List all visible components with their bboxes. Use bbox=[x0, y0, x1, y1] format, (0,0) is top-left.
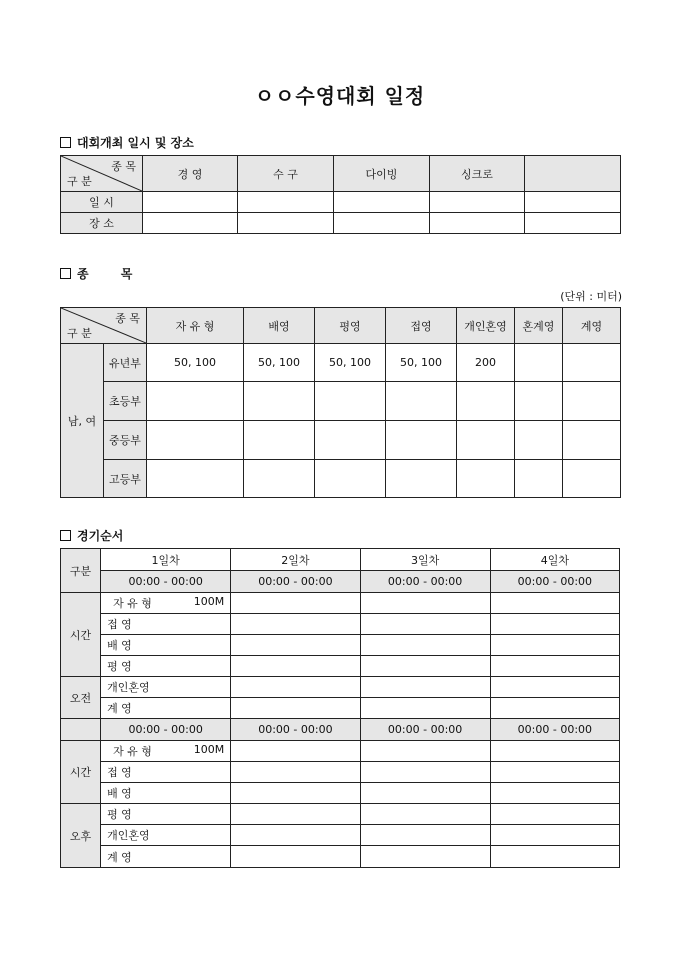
table-cell[interactable] bbox=[231, 677, 360, 698]
table-cell[interactable] bbox=[231, 614, 360, 635]
col-header: 배영 bbox=[244, 308, 315, 344]
table-cell[interactable] bbox=[490, 762, 619, 783]
period-label: 오후 bbox=[61, 804, 101, 868]
section-title: 경기순서 bbox=[77, 529, 124, 543]
section-heading-venue bbox=[60, 134, 194, 151]
table-cell[interactable] bbox=[490, 656, 619, 677]
event-cell bbox=[101, 593, 231, 614]
row-label-date: 일 시 bbox=[61, 192, 143, 213]
period-label: 시간 bbox=[61, 741, 101, 804]
table-cell[interactable] bbox=[334, 213, 430, 234]
col-header: 평영 bbox=[315, 308, 386, 344]
events-table bbox=[60, 307, 621, 498]
col-header: 접영 bbox=[386, 308, 457, 344]
table-cell: 50, 100 bbox=[315, 344, 386, 382]
table-cell[interactable] bbox=[360, 783, 490, 804]
col-header: 수 구 bbox=[238, 156, 334, 192]
table-cell[interactable] bbox=[386, 460, 457, 498]
table-cell[interactable] bbox=[490, 825, 619, 846]
time-range: 00:00 - 00:00 bbox=[360, 571, 490, 593]
time-range: 00:00 - 00:00 bbox=[231, 571, 360, 593]
table-cell[interactable] bbox=[143, 213, 238, 234]
table-cell[interactable] bbox=[490, 635, 619, 656]
section-heading-events bbox=[60, 265, 146, 282]
time-range: 00:00 - 00:00 bbox=[231, 719, 360, 741]
checkbox-square-icon bbox=[60, 137, 71, 148]
page-title: ㅇㅇ수영대회 일정 bbox=[254, 84, 426, 108]
table-cell[interactable] bbox=[360, 656, 490, 677]
section-title: 대회개최 일시 및 장소 bbox=[77, 136, 194, 150]
table-cell[interactable] bbox=[231, 593, 360, 614]
table-cell[interactable] bbox=[386, 382, 457, 421]
order-table bbox=[60, 548, 620, 868]
day-header: 3일차 bbox=[360, 549, 490, 571]
table-cell[interactable] bbox=[515, 382, 563, 421]
section-title: 종 목 bbox=[77, 267, 147, 281]
table-cell[interactable] bbox=[231, 656, 360, 677]
col-header: 혼계영 bbox=[515, 308, 563, 344]
table-cell[interactable] bbox=[457, 421, 515, 460]
table-cell[interactable] bbox=[147, 382, 244, 421]
col-header: 싱크로 bbox=[430, 156, 525, 192]
diagonal-header bbox=[61, 308, 147, 344]
table-cell[interactable] bbox=[315, 460, 386, 498]
table-cell[interactable] bbox=[315, 382, 386, 421]
col-header: 개인혼영 bbox=[457, 308, 515, 344]
table-cell[interactable] bbox=[231, 762, 360, 783]
col-header: 계영 bbox=[563, 308, 621, 344]
table-cell[interactable] bbox=[360, 593, 490, 614]
table-cell bbox=[563, 344, 621, 382]
group-label: 남, 여 bbox=[61, 344, 104, 498]
event-name: 자 유 형 bbox=[113, 597, 152, 610]
table-cell[interactable] bbox=[360, 804, 490, 825]
period-label: 시간 bbox=[61, 593, 101, 677]
event-cell: 접 영 bbox=[101, 762, 231, 783]
period-label: 오전 bbox=[61, 677, 101, 719]
table-cell[interactable] bbox=[147, 460, 244, 498]
header-event-label: 종 목 bbox=[115, 312, 140, 325]
row-label: 중등부 bbox=[104, 421, 147, 460]
table-cell[interactable] bbox=[147, 421, 244, 460]
event-distance: 100M bbox=[193, 743, 225, 756]
header-event-label: 종 목 bbox=[111, 160, 136, 173]
header-label: 구분 bbox=[61, 549, 101, 593]
table-cell[interactable] bbox=[490, 804, 619, 825]
table-cell[interactable] bbox=[231, 846, 360, 868]
table-cell[interactable] bbox=[525, 192, 621, 213]
table-cell[interactable] bbox=[515, 421, 563, 460]
col-header: 경 영 bbox=[143, 156, 238, 192]
table-cell[interactable] bbox=[457, 382, 515, 421]
event-cell bbox=[101, 741, 231, 762]
row-label: 고등부 bbox=[104, 460, 147, 498]
section-heading-order bbox=[60, 527, 123, 544]
table-cell bbox=[515, 344, 563, 382]
table-cell[interactable] bbox=[457, 460, 515, 498]
time-range: 00:00 - 00:00 bbox=[490, 571, 619, 593]
day-header: 4일차 bbox=[490, 549, 619, 571]
day-header: 2일차 bbox=[231, 549, 360, 571]
checkbox-square-icon bbox=[60, 530, 71, 541]
table-cell[interactable] bbox=[360, 825, 490, 846]
event-cell: 배 영 bbox=[101, 783, 231, 804]
row-label: 초등부 bbox=[104, 382, 147, 421]
table-cell[interactable] bbox=[490, 677, 619, 698]
col-header: 자 유 형 bbox=[147, 308, 244, 344]
event-distance: 100M bbox=[193, 595, 225, 608]
time-range: 00:00 - 00:00 bbox=[101, 571, 231, 593]
table-cell[interactable] bbox=[360, 846, 490, 868]
table-cell: 50, 100 bbox=[244, 344, 315, 382]
time-range: 00:00 - 00:00 bbox=[101, 719, 231, 741]
event-cell: 계 영 bbox=[101, 846, 231, 868]
event-cell: 접 영 bbox=[101, 614, 231, 635]
table-cell[interactable] bbox=[490, 741, 619, 762]
table-cell[interactable] bbox=[563, 382, 621, 421]
header-category-label: 구 분 bbox=[67, 175, 92, 188]
table-cell[interactable] bbox=[430, 192, 525, 213]
table-cell[interactable] bbox=[231, 635, 360, 656]
event-cell: 개인혼영 bbox=[101, 677, 231, 698]
table-cell[interactable] bbox=[430, 213, 525, 234]
table-cell: 50, 100 bbox=[147, 344, 244, 382]
header-category-label: 구 분 bbox=[67, 327, 92, 340]
table-cell[interactable] bbox=[143, 192, 238, 213]
event-cell: 개인혼영 bbox=[101, 825, 231, 846]
table-cell[interactable] bbox=[386, 421, 457, 460]
event-cell: 배 영 bbox=[101, 635, 231, 656]
event-cell: 평 영 bbox=[101, 804, 231, 825]
table-cell: 200 bbox=[457, 344, 515, 382]
table-cell[interactable] bbox=[231, 783, 360, 804]
event-name: 자 유 형 bbox=[113, 745, 152, 758]
table-cell[interactable] bbox=[360, 698, 490, 719]
venue-table bbox=[60, 155, 621, 234]
table-cell[interactable] bbox=[360, 614, 490, 635]
diagonal-header bbox=[61, 156, 143, 192]
table-cell[interactable] bbox=[231, 825, 360, 846]
checkbox-square-icon bbox=[60, 268, 71, 279]
table-cell[interactable] bbox=[244, 382, 315, 421]
table-cell[interactable] bbox=[360, 741, 490, 762]
table-cell[interactable] bbox=[563, 421, 621, 460]
table-cell[interactable] bbox=[244, 460, 315, 498]
table-cell[interactable] bbox=[525, 213, 621, 234]
table-cell[interactable] bbox=[360, 762, 490, 783]
table-cell[interactable] bbox=[360, 635, 490, 656]
time-range: 00:00 - 00:00 bbox=[490, 719, 619, 741]
col-header bbox=[525, 156, 621, 192]
table-cell[interactable] bbox=[231, 698, 360, 719]
event-cell: 평 영 bbox=[101, 656, 231, 677]
table-cell[interactable] bbox=[238, 213, 334, 234]
table-cell[interactable] bbox=[563, 460, 621, 498]
row-label-place: 장 소 bbox=[61, 213, 143, 234]
table-cell[interactable] bbox=[515, 460, 563, 498]
table-cell[interactable] bbox=[360, 677, 490, 698]
table-cell[interactable] bbox=[315, 421, 386, 460]
row-label: 유년부 bbox=[104, 344, 147, 382]
table-cell: 50, 100 bbox=[386, 344, 457, 382]
table-cell[interactable] bbox=[490, 783, 619, 804]
table-cell[interactable] bbox=[490, 846, 619, 868]
day-header: 1일차 bbox=[101, 549, 231, 571]
table-cell[interactable] bbox=[490, 698, 619, 719]
table-cell[interactable] bbox=[238, 192, 334, 213]
table-cell[interactable] bbox=[334, 192, 430, 213]
table-cell[interactable] bbox=[244, 421, 315, 460]
table-cell[interactable] bbox=[490, 593, 619, 614]
time-range: 00:00 - 00:00 bbox=[360, 719, 490, 741]
table-cell[interactable] bbox=[231, 804, 360, 825]
col-header: 다이빙 bbox=[334, 156, 430, 192]
event-cell: 계 영 bbox=[101, 698, 231, 719]
table-cell[interactable] bbox=[490, 614, 619, 635]
period-label-blank bbox=[61, 719, 101, 741]
table-cell[interactable] bbox=[231, 741, 360, 762]
unit-note: (단위 : 미터) bbox=[560, 290, 622, 303]
